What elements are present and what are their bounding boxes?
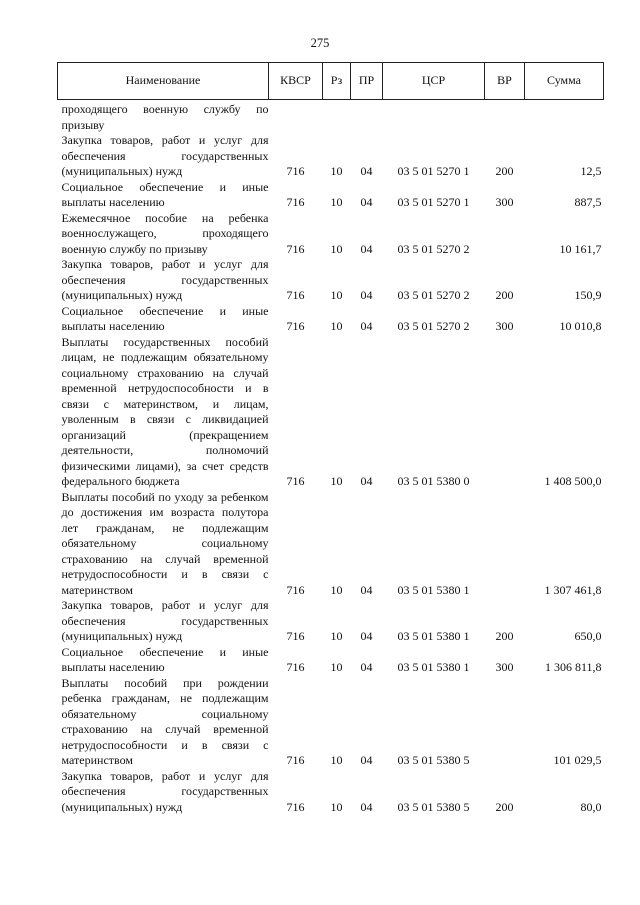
row-sum [525, 100, 604, 134]
header-vr: ВР [485, 63, 525, 100]
row-csr: 03 5 01 5380 5 [397, 799, 470, 814]
row-rz: 10 [330, 582, 343, 597]
row-pr: 04 [360, 582, 373, 597]
row-vr: 200 [495, 288, 514, 302]
row-rz: 10 [330, 164, 343, 178]
row-sum: 101 029,5 [553, 753, 602, 767]
header-rz: Рз [323, 63, 351, 100]
row-kvsr: 716 [286, 582, 305, 597]
row-name: Выплаты пособий при рождении ребенка гражданам, не подлежащим обязательному социальному страхованию на случай временной нетрудоспособности и в связи с материнством [61, 675, 269, 767]
row-sum: 10 161,7 [559, 241, 602, 256]
row-kvsr: 716 [286, 753, 305, 767]
row-kvsr: 716 [286, 629, 305, 643]
row-sum: 10 010,8 [559, 319, 602, 333]
table-row [58, 676, 604, 769]
row-name: Ежемесячное пособие на ребенка военнослужащего, проходящего военную службу по призыву [61, 210, 269, 256]
header-kvsr: КВСР [269, 63, 323, 100]
table-row [58, 257, 604, 304]
row-kvsr: 716 [286, 474, 305, 488]
row-sum: 1 306 811,8 [544, 660, 602, 674]
table-row [58, 645, 604, 676]
row-vr: 300 [495, 660, 514, 674]
row-vr: 300 [495, 195, 514, 209]
row-pr: 04 [360, 288, 373, 302]
header-name: Наименование [58, 63, 269, 100]
row-csr: 03 5 01 5270 2 [397, 319, 470, 333]
table-row [58, 598, 604, 645]
row-kvsr: 716 [286, 288, 305, 302]
row-csr: 03 5 01 5380 1 [397, 582, 470, 597]
row-kvsr [269, 100, 323, 134]
row-name: Выплаты пособий по уходу за ребенком до достижения им возраста полутора лет гражданам, не подлежащим обязательному социальному страхованию на случай временной нетрудоспособности и в связи с материнством [61, 489, 269, 597]
row-name: проходящего военную службу по призыву [61, 102, 269, 132]
header-csr: ЦСР [383, 63, 485, 100]
table-row [58, 100, 604, 134]
row-name: Социальное обеспечение и иные выплаты населению [61, 179, 269, 209]
row-kvsr: 716 [286, 660, 305, 674]
row-vr [485, 211, 525, 258]
row-csr: 03 5 01 5380 1 [397, 660, 470, 674]
row-pr: 04 [360, 753, 373, 767]
row-sum: 1 408 500,0 [544, 474, 602, 488]
budget-table [57, 62, 604, 815]
row-rz: 10 [330, 660, 343, 674]
row-csr: 03 5 01 5270 1 [397, 164, 470, 178]
row-pr: 04 [360, 799, 373, 814]
row-name: Социальное обеспечение и иные выплаты населению [61, 303, 269, 333]
row-name: Закупка товаров, работ и услуг для обеспечения государственных (муниципальных) нужд [61, 257, 269, 302]
table-header-row [58, 63, 604, 100]
row-pr: 04 [360, 629, 373, 643]
row-csr [383, 100, 485, 134]
row-rz: 10 [330, 241, 343, 256]
header-pr: ПР [351, 63, 383, 100]
row-name: Закупка товаров, работ и услуг для обеспечения государственных (муниципальных) нужд [61, 768, 269, 814]
row-rz: 10 [330, 288, 343, 302]
row-csr: 03 5 01 5270 2 [397, 288, 470, 302]
row-vr [485, 100, 525, 134]
row-name: Закупка товаров, работ и услуг для обеспечения государственных (муниципальных) нужд [61, 133, 269, 178]
row-pr: 04 [360, 660, 373, 674]
row-name: Социальное обеспечение и иные выплаты населению [61, 644, 269, 674]
row-name: Закупка товаров, работ и услуг для обеспечения государственных (муниципальных) нужд [61, 598, 269, 643]
page-number: 275 [310, 36, 330, 50]
row-rz: 10 [330, 195, 343, 209]
row-rz: 10 [330, 319, 343, 333]
row-pr: 04 [360, 195, 373, 209]
table-row [58, 180, 604, 211]
row-rz [323, 100, 351, 134]
row-csr: 03 5 01 5270 1 [397, 195, 470, 209]
row-kvsr: 716 [286, 241, 305, 256]
row-name: Выплаты государственных пособий лицам, не подлежащим обязательному социальному страхованию на случай временной нетрудоспособности и в связи с материнством, и лицам, уволенным в связи с ликвидацией организаций (прекращением деятельности, полномочий физическими лицами), за счет средств федерального бюджета [61, 334, 269, 488]
table-row [58, 490, 604, 599]
row-pr [351, 100, 383, 134]
header-sum: Сумма [525, 63, 604, 100]
row-sum: 12,5 [580, 164, 602, 178]
row-pr: 04 [360, 241, 373, 256]
row-pr: 04 [360, 164, 373, 178]
table-row [58, 335, 604, 490]
row-csr: 03 5 01 5380 5 [397, 753, 470, 767]
row-kvsr: 716 [286, 195, 305, 209]
row-vr: 200 [495, 164, 514, 178]
row-sum: 80,0 [580, 799, 602, 814]
row-vr: 200 [495, 629, 514, 643]
row-kvsr: 716 [286, 799, 305, 814]
row-kvsr: 716 [286, 319, 305, 333]
table-row [58, 769, 604, 816]
row-sum: 887,5 [574, 195, 602, 209]
row-pr: 04 [360, 474, 373, 488]
row-rz: 10 [330, 629, 343, 643]
table-row [58, 211, 604, 258]
row-vr [485, 490, 525, 599]
row-vr: 300 [495, 319, 514, 333]
row-rz: 10 [330, 474, 343, 488]
row-rz: 10 [330, 753, 343, 767]
row-vr: 200 [495, 799, 514, 814]
row-sum: 650,0 [574, 629, 602, 643]
row-pr: 04 [360, 319, 373, 333]
table-row [58, 304, 604, 335]
row-kvsr: 716 [286, 164, 305, 178]
row-sum: 150,9 [574, 288, 602, 302]
table-row [58, 133, 604, 180]
row-sum: 1 307 461,8 [544, 582, 602, 597]
row-rz: 10 [330, 799, 343, 814]
row-csr: 03 5 01 5270 2 [397, 241, 470, 256]
row-vr [485, 676, 525, 769]
row-csr: 03 5 01 5380 1 [397, 629, 470, 643]
row-csr: 03 5 01 5380 0 [397, 474, 470, 488]
row-vr [485, 335, 525, 490]
